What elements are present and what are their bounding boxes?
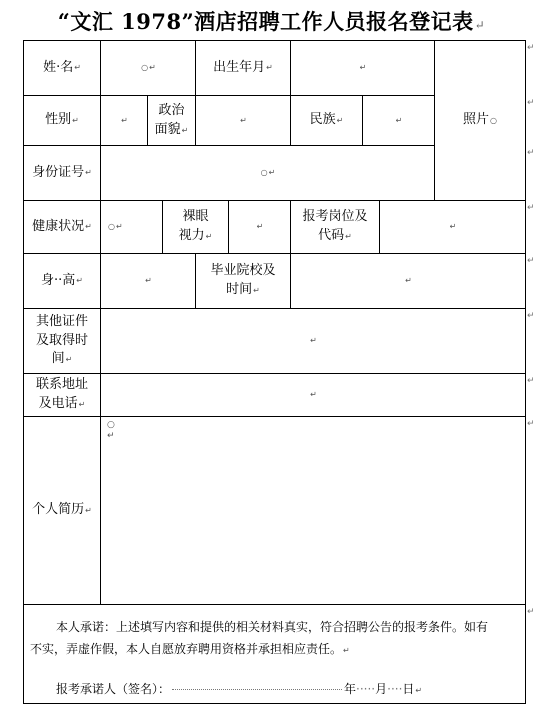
position-label: 报考岗位及 代码↵: [302, 209, 368, 243]
contact-field[interactable]: ↵: [310, 390, 317, 400]
contact-label: 联系地址 及电话↵: [35, 377, 88, 411]
table-border-bottom: [23, 703, 526, 704]
row-end-mark: ↵: [527, 98, 535, 108]
row-end-mark: ↵: [527, 148, 535, 158]
row-end-mark: ↵: [527, 376, 535, 386]
ethnicity-field[interactable]: ↵: [395, 115, 403, 125]
ethnicity-label: 民族 ↵: [309, 112, 344, 128]
certificates-label: 其他证件 及取得时 间↵: [35, 313, 88, 367]
resume-label: 个人简历 ↵: [32, 502, 92, 518]
certificates-field[interactable]: ↵: [310, 336, 317, 346]
resume-circle-mark: ○: [107, 420, 115, 430]
health-label: 健康状况 ↵: [32, 218, 92, 234]
id-number-field[interactable]: ○ ↵: [260, 168, 276, 178]
id-number-label: 身份证号 ↵: [32, 164, 92, 180]
signature-line[interactable]: 报考承诺人（签名）： 年·····月····日↵: [56, 682, 423, 696]
birth-label: 出生年月 ↵: [213, 59, 273, 75]
row-end-mark: ↵: [527, 43, 535, 53]
resume-para-mark: ↵: [107, 431, 115, 441]
row-end-mark: ↵: [527, 311, 535, 321]
row-end-mark: ↵: [527, 203, 535, 213]
name-label: 姓·名 ↵: [43, 59, 81, 75]
name-field[interactable]: ○ ↵: [141, 63, 156, 73]
health-field[interactable]: ○ ↵: [108, 222, 123, 232]
vision-field[interactable]: ↵: [256, 222, 264, 232]
row-end-mark: ↵: [527, 607, 535, 617]
school-label: 毕业院校及 时间↵: [210, 263, 276, 297]
resume-field[interactable]: [101, 417, 525, 604]
birth-field[interactable]: ↵: [359, 63, 367, 73]
photo-field[interactable]: 照片 ○: [463, 112, 497, 128]
gender-field[interactable]: ↵: [121, 115, 128, 125]
table-border-right: [525, 40, 526, 704]
row-line: [23, 604, 526, 605]
position-field[interactable]: ↵: [449, 222, 457, 232]
form-title: “文汇 1978”酒店招聘工作人员报名登记表↵: [57, 9, 486, 34]
height-field[interactable]: ↵: [145, 276, 152, 286]
row-end-mark: ↵: [527, 256, 535, 266]
political-label: 政治 面貌↵: [154, 103, 189, 137]
political-field[interactable]: ↵: [240, 115, 247, 125]
height-label: 身··高 ↵: [41, 272, 83, 288]
row-end-mark: ↵: [527, 419, 535, 429]
school-field[interactable]: ↵: [405, 276, 412, 286]
vision-label: 裸眼 视力↵: [178, 209, 213, 243]
pledge-statement: 本人承诺：上述填写内容和提供的相关材料真实，符合招聘公告的报考条件。如有 不实，弄虚作假，本人自愿放弃聘用资格并承担相应责任。↵: [30, 620, 489, 656]
gender-label: 性别 ↵: [45, 112, 79, 128]
signature-dotted-line: [172, 689, 342, 690]
